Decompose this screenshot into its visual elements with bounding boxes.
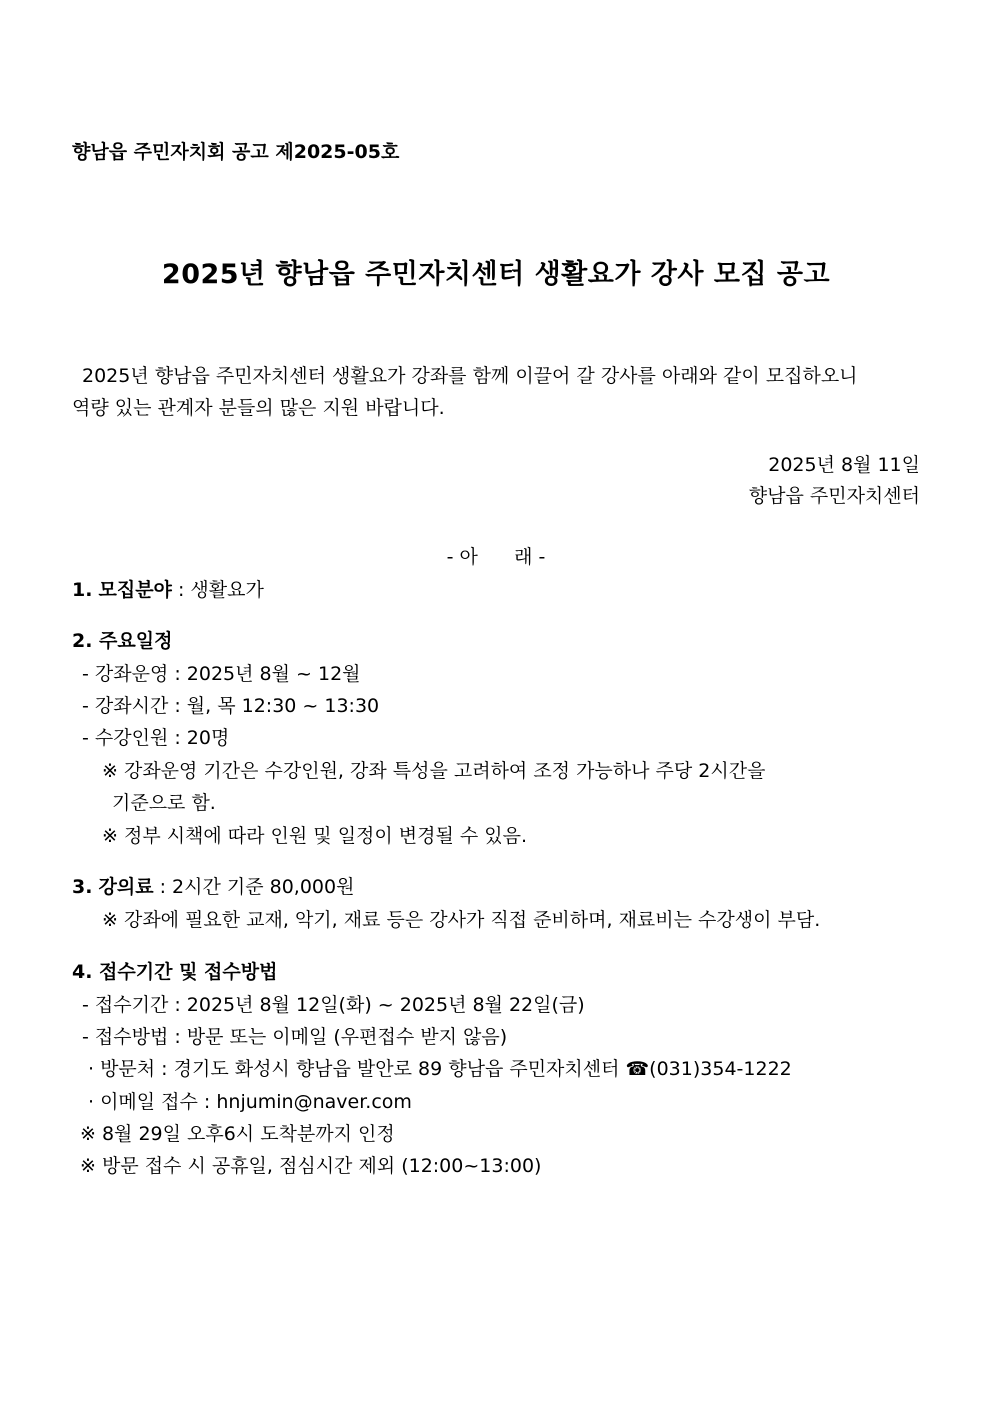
schedule-item: - 강좌운영 : 2025년 8월 ~ 12월: [82, 663, 361, 685]
schedule-note-cont: 기준으로 함.: [112, 792, 216, 814]
notice-date: 2025년 8월 11일: [768, 454, 920, 476]
below-heading: - 아 래 -: [446, 546, 546, 568]
schedule-item: - 수강인원 : 20명: [82, 727, 230, 749]
organization-name: 향남읍 주민자치센터: [748, 485, 920, 507]
fee-note: ※ 강좌에 필요한 교재, 악기, 재료 등은 강사가 직접 준비하며, 재료비는 수강생이 부담.: [102, 909, 821, 931]
section-1-heading: 모집분야: [98, 579, 172, 601]
notice-number: 향남읍 주민자치회 공고 제2025-05호: [72, 141, 400, 163]
schedule-note: ※ 강좌운영 기간은 수강인원, 강좌 특성을 고려하여 조정 가능하나 주당 2시간을: [102, 760, 766, 782]
section-4-heading: 4. 접수기간 및 접수방법: [72, 961, 278, 983]
application-note: ※ 8월 29일 오후6시 도착분까지 인정: [80, 1123, 395, 1145]
schedule-item: - 강좌시간 : 월, 목 12:30 ~ 13:30: [82, 695, 380, 717]
section-2-heading: 2. 주요일정: [72, 630, 173, 652]
section-3-number: 3.: [72, 876, 93, 898]
application-item: · 방문처 : 경기도 화성시 향남읍 발안로 89 향남읍 주민자치센터 ☎(031)354-1222: [88, 1058, 792, 1080]
section-1-number: 1.: [72, 579, 93, 601]
section-3-value: : 2시간 기준 80,000원: [153, 876, 355, 898]
application-item: - 접수방법 : 방문 또는 이메일 (우편접수 받지 않음): [82, 1026, 508, 1048]
application-item: · 이메일 접수 : hnjumin@naver.com: [88, 1091, 412, 1113]
application-item: - 접수기간 : 2025년 8월 12일(화) ~ 2025년 8월 22일(금): [82, 994, 585, 1016]
schedule-note: ※ 정부 시책에 따라 인원 및 일정이 변경될 수 있음.: [102, 825, 528, 847]
application-note: ※ 방문 접수 시 공휴일, 점심시간 제외 (12:00~13:00): [80, 1155, 542, 1177]
intro-line-2: 역량 있는 관계자 분들의 많은 지원 바랍니다.: [72, 397, 445, 419]
section-1: [72, 576, 264, 604]
section-3: [72, 873, 354, 901]
section-3-heading: 강의료: [98, 876, 154, 898]
document-title: 2025년 향남읍 주민자치센터 생활요가 강사 모집 공고: [161, 259, 831, 290]
section-1-value: : 생활요가: [171, 579, 264, 601]
intro-line-1: 2025년 향남읍 주민자치센터 생활요가 강좌를 함께 이끌어 갈 강사를 아래와 같이 모집하오니: [82, 365, 858, 387]
